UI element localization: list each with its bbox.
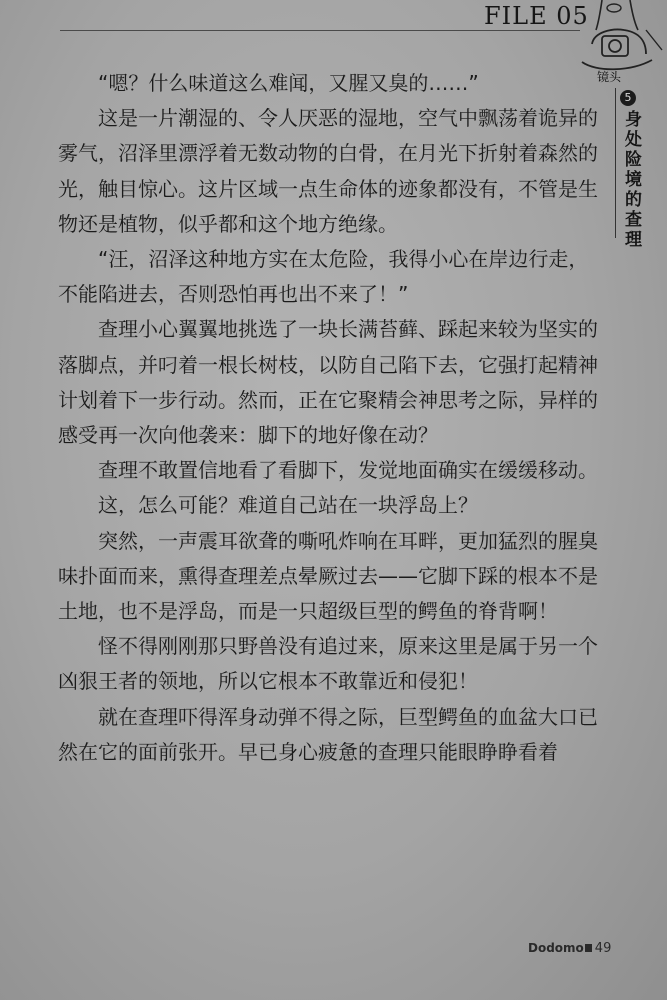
- paragraph: “汪，沼泽这种地方实在太危险，我得小心在岸边行走，不能陷进去，否则恐怕再也出不来了！”: [58, 247, 589, 307]
- file-header-label: FILE 05: [484, 2, 589, 30]
- header-rule: [60, 30, 580, 31]
- footer-brand: Dodomo: [528, 941, 584, 955]
- chapter-number-badge: 5: [620, 90, 636, 106]
- chapter-title-vertical: 身处险境的查理: [621, 110, 641, 250]
- paragraph: 怪不得刚刚那只野兽没有追过来，原来这里是属于另一个凶狠王者的领地，所以它根本不敢靠近和侵犯！: [58, 634, 598, 694]
- paragraph: 这是一片潮湿的、令人厌恶的湿地，空气中飘荡着诡异的雾气，沼泽里漂浮着无数动物的白骨，在月光下折射着森然的光，触目惊心。这片区域一点生命体的迹象都没有，不管是生物还是植物，似乎都和这个地方绝缘。: [58, 106, 598, 236]
- paragraph: “嗯？什么味道这么难闻，又腥又臭的……”: [98, 71, 479, 95]
- footer-square-icon: [585, 944, 592, 952]
- paragraph: 这，怎么可能？难道自己站在一块浮岛上？: [98, 493, 478, 518]
- paragraph: 查理不敢置信地看了看脚下，发觉地面确实在缓缓移动。: [98, 458, 598, 483]
- body-text: [58, 66, 606, 770]
- paragraph: 突然，一声震耳欲聋的嘶吼炸响在耳畔，更加猛烈的腥臭味扑面而来，熏得查理差点晕厥过去——它脚下踩的根本不是土地，也不是浮岛，而是一只超级巨型的鳄鱼的脊背啊！: [58, 528, 598, 624]
- paragraph: 就在查理吓得浑身动弹不得之际，巨型鳄鱼的血盆大口已然在它的面前张开。早已身心疲惫的查理只能眼睁睁看着: [58, 704, 598, 764]
- lens-tag: 镜头: [596, 70, 621, 84]
- side-divider: [615, 88, 616, 238]
- paragraph: 查理小心翼翼地挑选了一块长满苔藓、踩起来较为坚实的落脚点，并叼着一根长树枝，以防自己陷下去，它强打起精神计划着下一步行动。然而，正在它聚精会神思考之际，异样的感受再一次向他袭来：脚下的地好像在动？: [58, 317, 598, 448]
- page-number: 49: [594, 941, 612, 956]
- page-footer: [528, 941, 611, 956]
- mascot-with-camera-icon: [572, 0, 664, 74]
